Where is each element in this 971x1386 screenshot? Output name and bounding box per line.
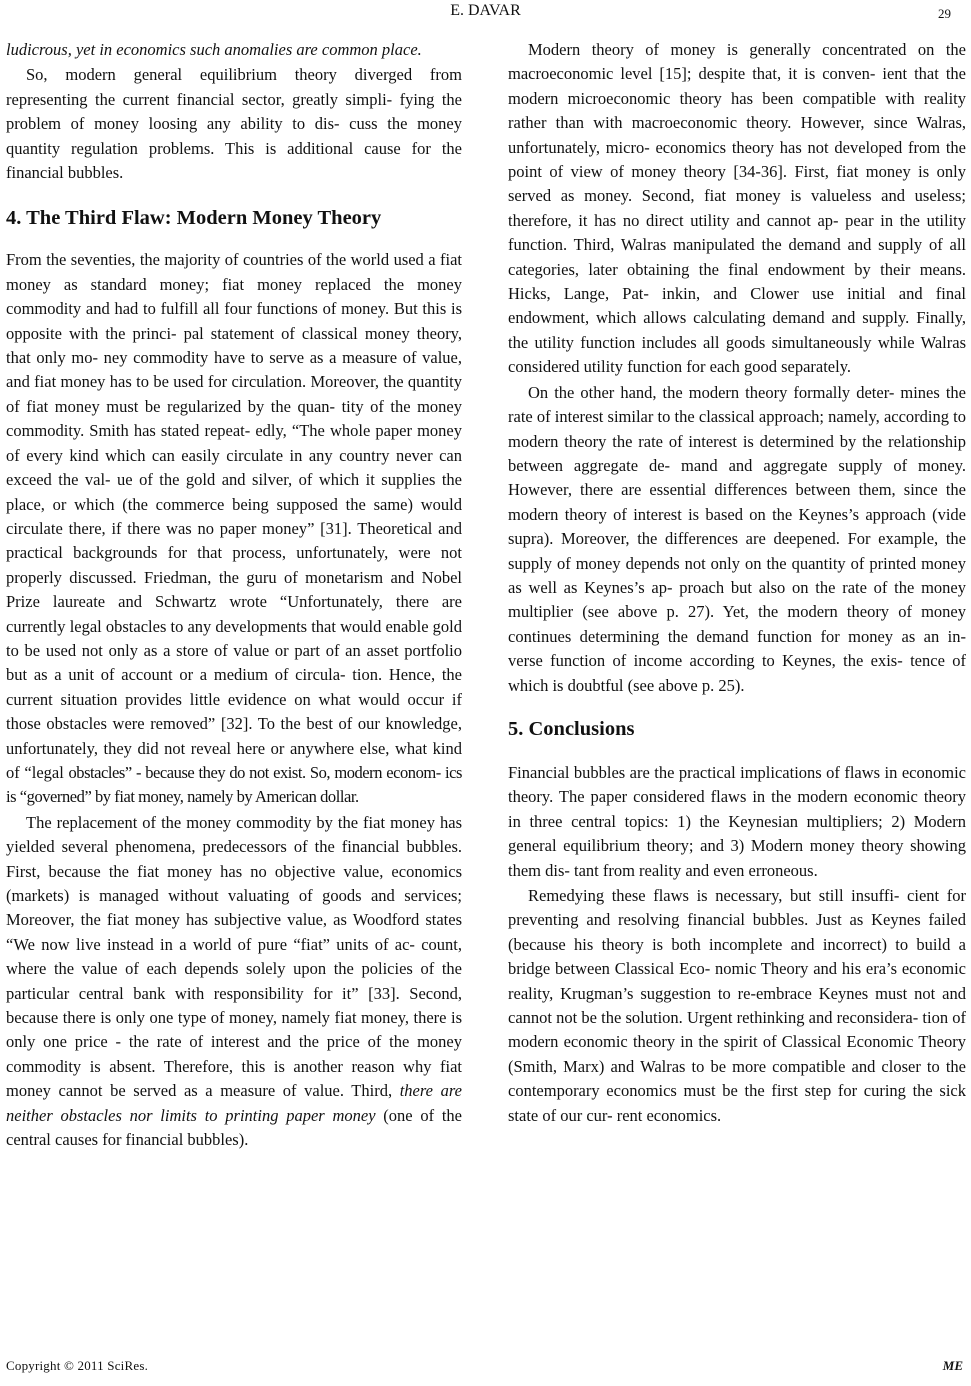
paragraph-text: The replacement of the money commodity by the fiat money has yielded several phenomena, predecessors of the financial bubbles. First, because the fiat money has no objective value, economics (markets) is managed without valuating of goods and services; Moreover, the fiat money has subjective value, as Woodford states “We now live instead in a world of pure “fiat” units of ac- count, where the value of each depends solely upon the policies of the particular central bank with responsibility for it” [33]. Second, because there is only one type of money, namely fiat money, there is only one price - the rate of interest and the price of the money commodity is absent. Therefore, this is another reason why fiat money cannot be served as a measure of value. Third, bbox=[6, 812, 462, 1101]
right-column bbox=[508, 38, 966, 1128]
paragraph-continuation bbox=[6, 38, 462, 62]
section-heading-5: 5. Conclusions bbox=[508, 717, 635, 740]
paragraph bbox=[6, 248, 462, 809]
paragraph: Financial bubbles are the practical implications of flaws in economic theory. The paper considered flaws in the modern economic theory in three central topics: 1) the Keynesian multipliers; 2) Modern general equilibrium theory; and 3) Modern money theory showing them dis- tant from reality and even erroneous. bbox=[508, 762, 966, 880]
italic-text: there are neither obstacles nor limits to printing paper money bbox=[6, 1081, 462, 1125]
paragraph-text-condensed: obstacles” - because they do not exist. So, modern econom- ics is “governed” by fiat money, namely by American dollar. bbox=[6, 762, 462, 807]
left-column bbox=[6, 38, 462, 1152]
italic-text: ludicrous, yet in economics such anomalies are common place. bbox=[6, 40, 422, 59]
running-head-author: E. DAVAR bbox=[450, 2, 521, 19]
paragraph: So, modern general equilibrium theory diverged from representing the current financial sector, greatly simpli- fying the problem of money loosing any ability to dis- cuss the money quantity regulation problems. This is additional cause for the financial bubbles. bbox=[6, 65, 462, 183]
running-head bbox=[0, 0, 971, 30]
section-heading-4: 4. The Third Flaw: Modern Money Theory bbox=[6, 207, 382, 230]
paragraph: Modern theory of money is generally concentrated on the macroeconomic level [15]; despite that, it is conven- ient that the modern microeconomic theory has been compatible with reality rather than with macroeconomic theory. However, since Walras, unfortunately, micro- economics theory has not developed from the point of view of money theory [34-36]. First, fiat money is only served as money. Second, fiat money is valueless and useless; therefore, it has no direct utility and cannot ap- pear in the utility function. Third, Walras manipulated the demand and supply of all categories, later obtaining the final endowment by their means. Hicks, Lange, Pat- inkin, and Clower use initial and final endowment, which allows calculating demand and supply. Finally, the utility function includes all goods simultaneously while Walras considered utility function for each good separately. bbox=[508, 40, 966, 377]
paragraph: On the other hand, the modern theory formally deter- mines the rate of interest similar to the classical approach; namely, according to modern theory the rate of interest is determined by the relationship between aggregate de- mand and aggregate supply of money. However, there are essential differences between them, since the modern theory of interest is based on the Keynes’s approach (vide supra). Moreover, the differences are deepened. For example, the supply of money depends not only on the quantity of printed money as well as Keynes’s ap- proach but also on the rate of the money multiplier (see above p. 27). Yet, the modern theory of money continues determining the demand function for money as an in- verse function of income according to Keynes, the exis- tence of which is doubtful (see above p. 25). bbox=[508, 382, 966, 695]
copyright-notice: Copyright © 2011 SciRes. bbox=[6, 1358, 149, 1373]
paragraph-text: From the seventies, the majority of countries of the world used a fiat money as standard money; fiat money replaced the money commodity and had to fulfill all four functions of money. But this is opposite with the princi- pal statement of classical money theory, that only mo- ney commodity have to serve as a measure of value, and fiat money has to be used for circulation. Moreover, the quantity of fiat money must be regularized by the quan- tity of the money commodity. Smith has stated repeat- edly, “The whole paper money of every kind which can easily circulate in any country never can exceed the val- ue of the gold and silver, of which it supplies the place, or which (the commerce being supposed the same) would circulate there, if there was no paper money” [31]. Theoretical and practical backgrounds for that process, unfortunately, were not properly discussed. Friedman, the guru of monetarism and Nobel Prize laureate and Schwartz wrote “Unfortunately, there are currently legal obstacles to any developments that would enable gold to be used not only as a store of value or part of an asset portfolio but as a unit of account or a medium of circula- tion. Hence, the current situation provides little evidence on what would occur if those obstacles were removed” [32]. To the best of our knowledge, unfortunately, they did not reveal here or anywhere else, what kind of “legal bbox=[6, 250, 462, 782]
page-number: 29 bbox=[938, 6, 951, 21]
paragraph: Remedying these flaws is necessary, but still insuffi- cient for preventing and resolving financial bubbles. Just as Keynes failed (because his theory is both incomplete and incorrect) to build a bridge between Classical Eco- nomic Theory and his era’s economic reality, Krugman’s suggestion to re-embrace Keynes must not and cannot not be the solution. Urgent rethinking and reconsidera- tion of modern economic theory in the spirit of Classical Economic Theory (Smith, Marx) and Walras to be more compatible and closer to the contemporary economics must be the first step for curing the sick state of our cur- rent economics. bbox=[508, 886, 966, 1125]
paragraph bbox=[6, 811, 462, 1153]
paragraph-text: (one of the central causes for financial bubbles). bbox=[6, 1105, 462, 1150]
page-footer bbox=[0, 1356, 971, 1386]
journal-abbreviation: ME bbox=[942, 1358, 963, 1373]
